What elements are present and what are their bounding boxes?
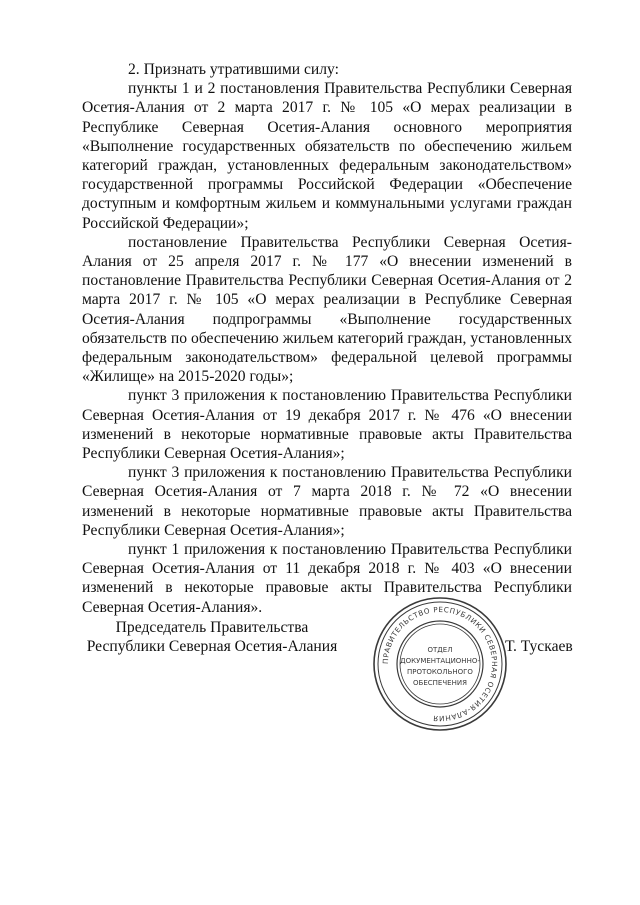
paragraph-repeal-403: пункт 1 приложения к постановлению Правительства Республики Северная Осетия-Алания от 11 декабря 2018 г. № 403 «О внесении изменений в некоторые правовые акты Правительства Республики Северная Осетия-Алания». [82, 541, 572, 616]
paragraph-repeal-476: пункт 3 приложения к постановлению Правительства Республики Северная Осетия-Алания от 19 декабря 2017 г. № 476 «О внесении изменений в некоторые нормативные правовые акты Правительства Республики Северная Осетия-Алания»; [82, 387, 572, 463]
document-body [82, 60, 572, 617]
paragraph-item-2-heading: 2. Признать утратившими силу: [128, 61, 339, 78]
signer-name: Т. Тускаев [505, 638, 573, 655]
paragraph-repeal-177: постановление Правительства Республики Северная Осетия-Алания от 25 апреля 2017 г. № 177 «О внесении изменений в постановление Правительства Республики Северная Осетия-Алания от 2 марта 2017 г. № 105 «О мерах реализации в Республике Северная Осетия-Алания подпрограммы «Выполнение государственных обязательств по обеспечению жильем категорий граждан, установленных федеральным законодательством» федеральной целевой программы «Жилище» на 2015-2020 годы»; [82, 233, 572, 386]
seal-center-line1: ОТДЕЛ [427, 646, 453, 654]
signature-position [82, 618, 342, 656]
seal-icon [372, 596, 508, 732]
seal-ring-text: ПРАВИТЕЛЬСТВО РЕСПУБЛИКИ СЕВЕРНАЯ ОСЕТИЯ-АЛАНИЯ [380, 604, 500, 724]
seal-center-line2: ДОКУМЕНТАЦИОННО- [400, 657, 480, 665]
signature-position-line2: Республики Северная Осетия-Алания [86, 638, 338, 655]
signature-position-line1: Председатель Правительства [115, 619, 309, 636]
paragraph-repeal-72: пункт 3 приложения к постановлению Правительства Республики Северная Осетия-Алания от 7 марта 2018 г. № 72 «О внесении изменений в некоторые нормативные правовые акты Правительства Республики Северная Осетия-Алания»; [82, 464, 572, 539]
official-seal-stamp [372, 596, 508, 732]
seal-center-line4: ОБЕСПЕЧЕНИЯ [413, 679, 467, 687]
paragraph-repeal-105: пункты 1 и 2 постановления Правительства Республики Северная Осетия-Алания от 2 марта 2017 г. № 105 «О мерах реализации в Республике Северная Осетия-Алания основного мероприятия «Выполнение государственных обязательств по обеспечению жильем категорий граждан, установленных федеральным законодательством» государственной программы Российской Федерации «Обеспечение доступным и комфортным жильем и коммунальными услугами граждан Российской Федерации»; [82, 80, 572, 232]
seal-center-line3: ПРОТОКОЛЬНОГО [407, 668, 473, 676]
